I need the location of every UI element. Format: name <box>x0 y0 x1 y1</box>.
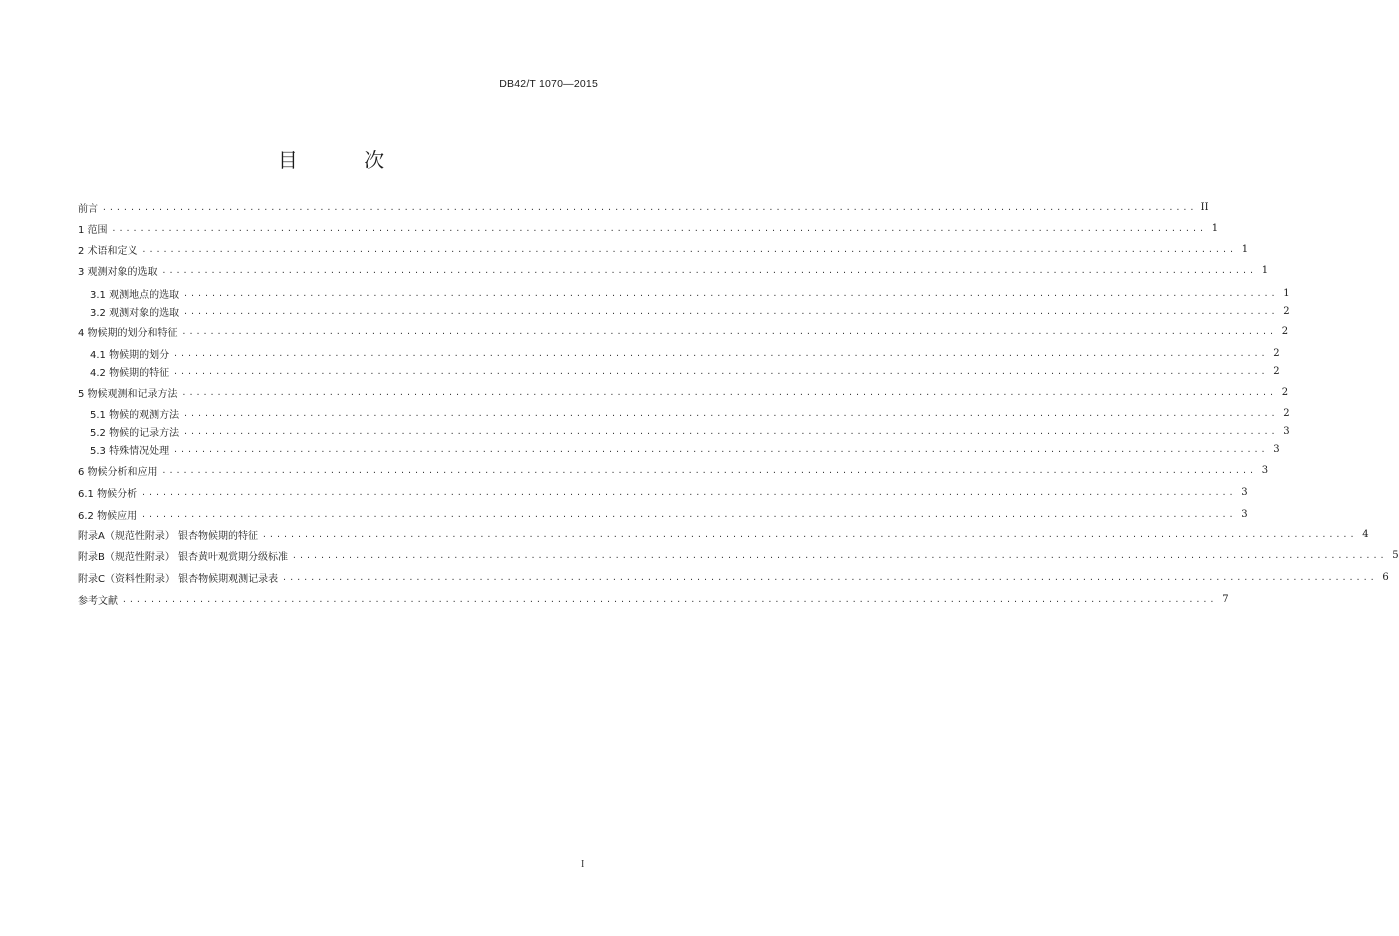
toc-entry-label: 附录C（资料性附录） 银杏物候期观测记录表 <box>78 573 279 585</box>
toc-entry-label: 5.1 物候的观测方法 <box>90 409 180 421</box>
toc-entry-label: 附录A（规范性附录） 银杏物候期的特征 <box>78 530 259 542</box>
toc-entry[interactable] <box>78 383 1289 401</box>
toc-entry[interactable] <box>78 483 1248 501</box>
toc-entry-label: 6.2 物候应用 <box>78 510 138 522</box>
toc-leader-dots: ............................................................................................................................................................ <box>183 426 1278 436</box>
toc-entry-page: 3 <box>1241 486 1248 498</box>
toc-entry-label: 前言 <box>78 203 98 215</box>
toc-entry-page: 2 <box>1281 386 1289 398</box>
toc-entry-page: II <box>1200 201 1209 213</box>
toc-entry-page: 2 <box>1281 325 1289 337</box>
toc-entry-label: 2 术语和定义 <box>78 245 138 257</box>
toc-entry-label: 3 观测对象的选取 <box>78 266 158 278</box>
toc-leader-dots: ............................................................................................................................................................ <box>102 202 1197 212</box>
toc-entry[interactable] <box>90 284 1290 302</box>
toc-entry-page: 1 <box>1261 264 1269 276</box>
toc-entry-page: 4 <box>1362 528 1369 540</box>
toc-leader-dots: ............................................................................................................................................................ <box>111 223 1207 233</box>
toc-entry[interactable] <box>78 568 1389 586</box>
page-title: 目 次 <box>277 148 415 172</box>
toc-entry-label: 4.1 物候期的划分 <box>90 349 170 361</box>
toc-entry[interactable] <box>78 261 1269 279</box>
toc-entry-page: 1 <box>1241 243 1249 255</box>
toc-leader-dots: ............................................................................................................................................................ <box>161 465 1257 475</box>
toc-leader-dots: ............................................................................................................................................................ <box>141 509 1236 519</box>
toc-entry-label: 参考文献 <box>78 595 118 607</box>
toc-leader-dots: ............................................................................................................................................................ <box>292 550 1387 560</box>
toc-entry-page: 2 <box>1283 407 1290 419</box>
toc-entry-label: 3.2 观测对象的选取 <box>90 307 180 319</box>
toc-entry-page: 6 <box>1382 571 1389 583</box>
toc-entry[interactable] <box>78 525 1369 543</box>
toc-leader-dots: ............................................................................................................................................................ <box>173 444 1268 454</box>
toc-entry-label: 1 范围 <box>78 224 108 236</box>
toc-entry[interactable] <box>78 546 1399 564</box>
toc-entry[interactable] <box>90 344 1280 362</box>
toc-entry-label: 4.2 物候期的特征 <box>90 367 170 379</box>
toc-leader-dots: ............................................................................................................................................................ <box>173 366 1268 376</box>
toc-entry[interactable] <box>78 198 1209 216</box>
toc-entry-page: 3 <box>1283 425 1290 437</box>
toc-leader-dots: ............................................................................................................................................................ <box>141 487 1236 497</box>
toc-entry[interactable] <box>90 404 1290 422</box>
toc-entry[interactable] <box>90 362 1280 380</box>
toc-entry[interactable] <box>78 505 1248 523</box>
toc-entry-label: 4 物候期的划分和特征 <box>78 327 178 339</box>
toc-leader-dots: ............................................................................................................................................................ <box>161 265 1257 275</box>
toc-leader-dots: ............................................................................................................................................................ <box>183 306 1278 316</box>
toc-entry-page: 1 <box>1211 222 1219 234</box>
toc-leader-dots: ............................................................................................................................................................ <box>181 326 1277 336</box>
toc-entry-page: 7 <box>1222 593 1229 605</box>
toc-leader-dots: ............................................................................................................................................................ <box>173 348 1268 358</box>
toc-entry-page: 3 <box>1273 443 1280 455</box>
toc-leader-dots: ............................................................................................................................................................ <box>282 572 1377 582</box>
toc-entry[interactable] <box>90 422 1290 440</box>
toc-leader-dots: ............................................................................................................................................................ <box>183 288 1278 298</box>
toc-entry-label: 5 物候观测和记录方法 <box>78 388 178 400</box>
toc-leader-dots: ............................................................................................................................................................ <box>183 408 1278 418</box>
toc-entry-label: 5.2 物候的记录方法 <box>90 427 180 439</box>
toc-entry-label: 5.3 特殊情况处理 <box>90 445 170 457</box>
toc-entry[interactable] <box>78 461 1269 479</box>
toc-entry-label: 附录B（规范性附录） 银杏黄叶观赏期分级标准 <box>78 551 289 563</box>
toc-entry[interactable] <box>78 240 1249 258</box>
toc-entry[interactable] <box>78 322 1289 340</box>
toc-leader-dots: ............................................................................................................................................................ <box>122 594 1217 604</box>
toc-entry-page: 5 <box>1392 549 1399 561</box>
toc-entry[interactable] <box>90 302 1290 320</box>
page-number: I <box>581 859 585 870</box>
toc-entry-page: 2 <box>1273 347 1280 359</box>
toc-leader-dots: ............................................................................................................................................................ <box>141 244 1237 254</box>
document-code: DB42/T 1070—2015 <box>499 78 598 90</box>
toc-entry-label: 6 物候分析和应用 <box>78 466 158 478</box>
toc-entry-label: 6.1 物候分析 <box>78 488 138 500</box>
toc-entry-page: 2 <box>1283 305 1290 317</box>
toc-leader-dots: ............................................................................................................................................................ <box>181 387 1277 397</box>
toc-entry-page: 2 <box>1273 365 1280 377</box>
toc-entry-page: 3 <box>1241 508 1248 520</box>
toc-entry[interactable] <box>78 219 1219 237</box>
toc-leader-dots: ............................................................................................................................................................ <box>262 529 1357 539</box>
toc-entry-page: 3 <box>1261 464 1269 476</box>
toc-entry-page: 1 <box>1283 287 1290 299</box>
toc-entry-label: 3.1 观测地点的选取 <box>90 289 180 301</box>
toc-entry[interactable] <box>90 440 1280 458</box>
toc-entry[interactable] <box>78 590 1229 608</box>
